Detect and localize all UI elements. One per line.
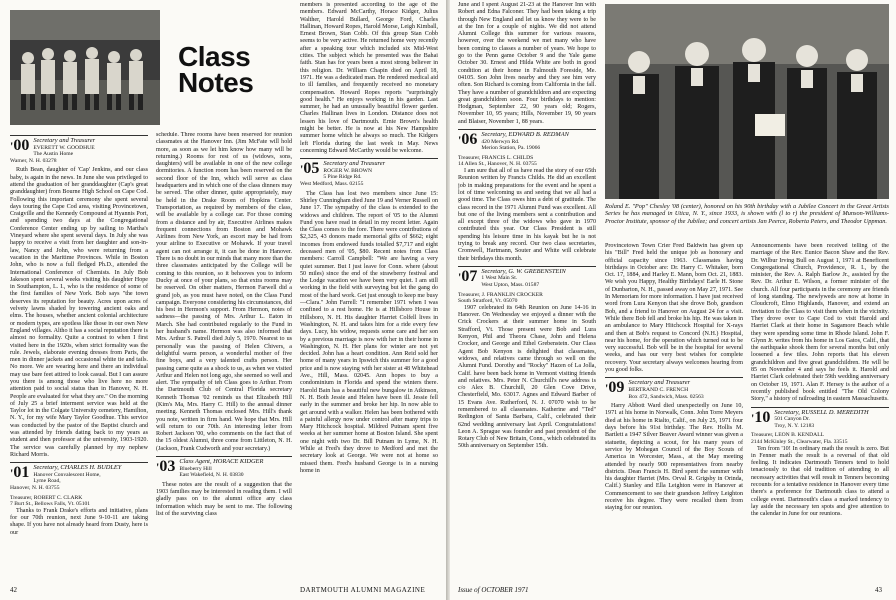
secretary-name: ROGER W. BROWN	[323, 167, 372, 174]
treasurer-line: Treasurer, LEON B. KENDALL	[751, 432, 825, 439]
class-1909-header	[605, 377, 743, 400]
jubilee-concert-photo	[605, 4, 889, 199]
secretary-address-1: The Austin Home	[33, 151, 74, 158]
right-column-3	[751, 243, 889, 580]
secretary-address-2: West Upton, Mass. 01587	[481, 282, 540, 289]
class-1910-header	[751, 407, 889, 430]
class-1901-notes-cont: schedule. Three rooms have been reserved for reunion classmates at the Hanover Inn. (Jim McFate will hold more, as soon as we let him know how many will be returning.) Rooms for rest of us (widows, sons, daughters) will be available in one of the new college dormitories. A function room has been reserved on the second floor of the Inn, which will serve as class headquarters and in which one of the class dinners may be served. The other dinner, quite appropriately, may be held in the Drake Room of Hopkins Center. Transportation, as required by members of the class, will be available by a college car. For those coming from a distance and by air, Executive Airlines makes frequent connections from Boston and Mohawk Airlines from New York, an escort may be had from your airline to Executive or Mohawk. If your travel agent can not arrange it, it can be done in Hanover. There is no doubt in our minds that many more than the three classmates anticipated by the College will be coming to this reunion, so it behooves you to inform Ducky at once of your plans, so that extra rooms may be reserved. On other matters, Hermon Farwell did a grand job, as you must have noted, on the Class Fund campaign. Everyone considering his circumstances, did his best in Hermon's support. From Hermon, notes of sadness—the passing of Mrs. Arthur L. Eaton in March. She had contributed regularly to the Fund in her husband's name. Hermon was also informed that Mrs. Arthur S. Patrell died July 5, 1970. Nearest to us personally was the passing of Helen Chivers, a delightful warm person, a wonderful mother of five fine boys, and a very talented crafts person. Her passing came quite as a shock to us, as when we visited Arthur and Helen not long ago, she seemed so well and alert. The sympathy of teh Class goes to Arthur. From the Dartmouth Club of Central Florida secretary Kenneth Thomas '02 reminds us that Elizabeth Hill (Kim's Ma, Mrs. Harry C. Hill) to the annual dinner meeting. Kenneth Thomas enclosed Mrs. Hill's thank you note, written in firm hand. We hope that Mrs. Hill will return to our 70th. An interesting letter from Robert Jackson '00, who comments on the fact that of the 15 oldest Alumni, three come from Littleton, N. H. (Jackson, Frank Cudworth and your secretary.)	[156, 132, 292, 452]
secretary-address-2: West Medford, Mass. 02155	[300, 181, 364, 188]
class-1905-notes-cont: June and I spent August 21-23 at the Hanover Inn with Robert and Edna Falconer. They had been taking a trip through New England and let us know they were to be at the Inn for a couple of nights. We did not attend Alumni College this summer for various reasons, however, over the weekend we met many who have been coming to classes a number of years. We hope to go to the Penn game October 9 and the Yale game October 30. Ernest and Hilda White are both in good condition at their home in Falmouth Foreside, Me. 04105. Son John lives nearby and they see him very often. Son Richard is coming from California in the fall. They have a number of grandchildren and are expecting great grandchildren soon. Four birthdays to mention: Hodgman, September 22, 90 years old; Rogers, November 10, 95 years; Hills, November 19, 90 years and Blaiser, November 1, 88 years.	[458, 2, 596, 125]
secretary-role: Secretary, EDWARD B. REDMAN	[481, 131, 569, 139]
photo-caption: Roland E. "Pop" Chesley '08 (center), honored on his 90th birthday with a Jubilee Concert in the Great Artists Series he has managed in Utica, N. Y., since 1933, is shown with (l to r) the president of Munson-Williams-Proctor Institute, sponsor of the Jubilee; and concert artists Jan Peerce, Roberta Peters, and Theodor Uppman.	[605, 203, 889, 225]
treasurer-line: Treasurer, ROBERT C. CLARK	[10, 494, 83, 501]
secretary-role: Secretary, G. W. GREBENSTEIN	[481, 267, 566, 275]
right-column-2	[605, 243, 743, 580]
secretary-name: BERTRAND C. FRENCH	[628, 386, 689, 393]
secretary-role: Secretary, RUSSELL D. MEREDITH	[774, 408, 869, 416]
class-1900-notes: Ruth Bean, daughter of 'Cap' Jenkins, and our class baby, is again in the news. In June she was privileged to attend the graduation of her granddaughter (Cap's great granddaughter) from Bourne High School on Cape Cod. Following this important ceremony she spent several days touring the Cape Cod area, visiting Provincetown, Craigville and the Kennedy Compound at Hyannis Port, and spending two days at the Congregational Conference Center ending up by sailing to Martha's Vineyard where she spent several days. In July she was happy to receive a visit from her daughter and son-in-law, Nancy and John, who were returning from a vacation in the Maritime Provinces. While in Boston John, who is now a full fledged Ph.D., attended the International Conference of Chemists. In July Bob Jakeson spent several weeks visiting his daughter Hope in Southampton, L. I., who is the residence of some of the first families of New York. Bob says "the town deserves its reputation for beauty. Acres upon acres of velvety lawns shaded by towering ancient oaks and elms. The houses, whether ancient colonial architecture or modern types, are spotless like those in our own New England villages. Altho it has a social reputation there is almost no formality. Quite a contrast to when I first visited here in the 1920s, when strict formality was the rule. Jewels, elaborate evening dresses from Paris, the men in dinner jackets and occasional white tie and tails. No more. We are wearing here and there an individual may use bare feet attired to look casual. But I can assure you there is among those who live here no more attention paid to social status than in Hanover, N. H. People are evaluated for what they are." On the morning of July 25 a brief interment service was held at the Taylor lot in the Colgate University cemetery, Hamilton, N. Y., for my wife Mary Taylor Goodhue. This service was conducted by the pastor of the Baptist church and was attended by friends dating back to my years as student and then professor at the university, 1903-1920. The service was carefully planned by my nephew Richard Morris.	[10, 167, 148, 458]
secretary-role: Secretary and Treasurer	[628, 379, 691, 387]
class-photo-left	[10, 10, 160, 125]
class-1909-notes-cont: Announcements have been received telling of the marriage of the Rev. Eunice Bacon Shaw and the Rev. Dr. Wilbur Irving Bull on August 1, 1971 at Beneficent Congregational Church, Providence, R. I., by the minister, the Rev. A. Ralph Barlow Jr., assisted by the Rev. Dr. Arthur E. Wilson, a former minister of the church. All four participants in the ceremony are friends of long standing. The newlyweds are now at home in Cloudcroft, Elmo Highlands, Hanover, and extend an invitation to the Class to visit them when in the vicinity. They drove over to Cape Cod to visit Harold and Harriet Clark at their home in Sagamore Beach while they were spending some time in Rhode Island. John F. Glynn Jr. writes from his home in Los Gatos, Calif., that the earthquake shook them for several months but only loosened a few tiles. John reports that his eleven grandchildren and five great grandchildren. He will be 85 on November 4 and says he feels it. Harold and Harriet Clark celebrated their 59th wedding anniversary on October 19, 1971. Alan F. Hersey is the author of a recently published book entitled "The Old Colony Story," a history of railroading in eastern Massachusetts.	[751, 243, 889, 403]
title-line-1: Class	[178, 41, 251, 72]
secretary-address-1: 501 Canyon Dr.	[774, 416, 810, 423]
left-page	[0, 0, 446, 600]
left-column-3	[300, 2, 438, 577]
class-1909-notes: Harry Abbott Ward died unexpectedly on June 10, 1971 at his home in Norwalk, Conn. John Torre Meyers died at his home in Rialto, Calif., on July 25, 1971 four days before his 91st birthday. The Rev. Hollis M. Bartlett a 1947 Silver Beaver Award winner was given a statuette, depicting a scout, for his many years of service by Mohegan Council of the Boy Scouts of America in Worcester, Mass., at the May meeting attended by nearly 900 representatives from nearby districts. Dean Francis H. Bird spent the summer with his daughter Harriet (Mrs. Orval R. Grigsby in Orinda, Calif.) Stanley and Ella Leighton were in Hanover at Commencement to see their grandson Jeffrey Leighton receive his degree. They were recalled them from staying for our reunion.	[605, 403, 743, 512]
class-1901-notes: Thanks to Frank Drake's efforts and initiative, plans for our 70th reunion, next June 9-10-11 are taking shape. If you have not already heard from Dusty, here is our	[10, 507, 148, 536]
class-1910-notes: Ten from '10! In ordinary math the result is zero. But in Fenner math the result is a reversal of that old feeling. It indicates Dartmouth Tenners tend to hold tenaciously to that old tradition of attending to all necessary activities that will result in Tenners becoming recounts for a tentative residence in Hanover every time there's a preference for Dartmouth class to attend a college event. Dartmouth's class a marked tendency to lay aside the necessary ten spots and give attention to the calendar in June for our reunions.	[751, 445, 889, 518]
group-photo-illustration	[10, 10, 160, 125]
class-year: '06	[458, 131, 478, 149]
secretary-address-1: 420 Merwyn Rd.	[481, 138, 520, 145]
left-column-2	[156, 132, 292, 577]
footer-title-left: DARTMOUTH ALUMNI MAGAZINE	[300, 586, 426, 594]
secretary-address-1: 1 West Main St.	[481, 275, 518, 282]
class-year: '01	[10, 464, 30, 482]
class-1900-header	[10, 135, 148, 164]
secretary-address-2: Warner, N. H. 03278	[10, 157, 57, 164]
class-year: '00	[10, 137, 30, 154]
page-number-left: 42	[10, 586, 17, 594]
secretary-address-1: Hanover Convalescent Home,	[33, 471, 101, 478]
treasurer-address: South Stratford, Vt. 05070	[458, 298, 518, 305]
secretary-address-2: Troy, N. Y. 12183	[774, 422, 815, 429]
class-1903-notes-cont: members is presented according to the age of the members. Edward McCarthy, Horace Kidger, Julius Walther, Harold Bullard, George Ford, Charles Hallinan, Howard Ropes, Harold Morse, Leigh Kimball, Ernest Brown, Stan Cobb. Of this group Stan Cobb seems to be very active. He returned home very recently after a speaking tour which included six Mid-West cities. The subject which he presented was the Bahai faith. Stan has for years been a most strong believer in this religion. Dr. William Chapin died on April 18, 1971. He was a dedicated man. He rendered medical aid to ill families, and frequently received no monetary compensation. Howard Ropes reports "surprisingly good health." He enjoys working in his garden. Last summer, he had an unusually beautiful flower garden. Charles Hallinan lives in London. Distance does not lessen his love of Dartmouth. Ernie Brown's health might be better. He is now at his New Hampshire summer home which he always so much. The Kidgers left Florida during the last week in May. News concerning Edward McCarthy would be welcome.	[300, 2, 438, 154]
secretary-address-2: Merion Station, Pa. 19066	[481, 145, 541, 152]
treasurer-address: 14 Allen St., Hanover, N. H. 03755	[458, 161, 537, 168]
right-page	[450, 0, 896, 600]
footer-issue-right: Issue of OCTOBER 1971	[458, 586, 529, 594]
class-1906-header	[458, 129, 596, 152]
class-year: '07	[458, 267, 478, 285]
secretary-role: Secretary and Treasurer	[33, 137, 96, 144]
class-year: '03	[156, 458, 176, 476]
treasurer-address: 7 Burt St., Bellows Falls, Vt. 05101	[10, 501, 91, 508]
class-1903-header	[156, 456, 292, 479]
class-1905-header	[300, 158, 438, 187]
concert-photo-illustration	[605, 4, 889, 199]
class-1905-notes: The Class has lost two members since June 15: Shirley Cunningham died June 19 and Verner Russell on June 17. The sympathy of the class is extended to the widows and children. The report of '05 to the Alumni Fund you have read in detail in my recent letter. Again the Class comes to the fore. There were contributions of $2,325, 43 donors made memorial gifts of $662; eight incomes from endowed funds totalled $7,717 and eight deceased men of '05, $80. Recent notes from Class members: Carroll Campbell: "We are having a very quiet summer. But I just leave for Conn. where (about 50 miles) since the end of the strawberry festival and the Lodge vacation we have been very quiet. I am still working in the field with surveying but let the gang do most of the hard work. Get just enough to keep me busy—Clara." John Farrell: "I remember 1971 when I was confined to a rest home. He is at Hillsboro House in Hillsboro, N. H. His daughter Harriet Colfell lives in Washington, N. H. and takes him for a ride every few days. Lucy, his widow, requests some care and her son by a previous marriage is now with her in their home in Washington, N. H. Her plans for winter are not yet decided. John has a heart condition. Ann Reid sold her home of many years in Ipswich this summer for a good price and is now staying with her sister at 48 Whitehead Ave., Hill, Mass. 02045. Ann hopes to buy a condominium in Florida and spend the winters there. Harold Bain has a beautiful new bungalow in Atkinson, N. H. Both Jessie and Helen have been ill. Jessie fell early in the summer and broke her hip. In now able to get around with a walker. Helen has been bothered with a painful allergy now under control after many trips to Mary Hitchcock hospital. Mildred Putnam spent five weeks at her summer home at Boston Island. She spent one night with two Dr. Bill Putnam in Lyme, N. H. While at Fred's they drove to Medford and met the secretary look at George. We were not at home so missed them. Fred's husband George is in a nursing home in	[300, 190, 438, 474]
class-1901-header	[10, 462, 148, 491]
treasurer-address: 2144 McKinley St., Clearwater, Fla. 33515	[751, 438, 848, 445]
class-year: '10	[751, 408, 771, 426]
page-number-right: 43	[875, 586, 882, 594]
right-column-1	[458, 2, 596, 580]
class-1903-notes: These notes are the result of a suggestion that the 1903 families may be interested in reading them. I will gladly pass on to the alumni office any class information which may be sent to me. The following list of the surviving class	[156, 481, 292, 518]
class-1906-notes: I am sure that all of us have read the story of our 65th Reunion written by Francis Childs. He did an excellent job in making preparations for the event and he spent a lot of time welcoming us and seeing that we all had a good time. The Class owes him a debt of gratitude. The class record in the 1971 Alumni Fund was excellent. All but one of the living members sent a contribution and all except three of the widows who gave in 1970 contributed this year. Our Class President is still spending his leisure time in his kayak but he is not trying to break any record. Our two class secretaries, Cromwell, Hartmann, Souter and White will celebrate their birthdays this month.	[458, 168, 596, 262]
secretary-address-3: Hanover, N. H. 03755	[10, 485, 60, 492]
class-year: '05	[300, 160, 320, 178]
secretary-role: Secretary and Treasurer	[323, 160, 386, 168]
secretary-address-2: Lyme Road,	[33, 478, 61, 485]
treasurer-line: Treasurer, FRANCIS L. CHILDS	[458, 154, 534, 161]
treasurer-line: Treasurer, J. FRANKLIN CROCKER	[458, 291, 543, 298]
title-line-2: Notes	[178, 67, 254, 98]
class-1907-notes: 1907 celebrated its 64th Reunion on June 14-16 in Hanover. On Wednesday we enjoyed a dinner with the Crick Crockers at their summer home in South Strafford, Vt. Those present were Bob and Lura Kenyon, Phil and Theora Chase, John and Helena Crocker, and George and Ethel Grebenstein. Our Class Agent Bob Kenyon is delighted that classmates, widows, and relatives came through so well on the Alumni Fund. Dorothy and "Rocky" Hazen of La Jolla, Calif. have been back home in Vermont visiting friends and relatives. Mrs. Peter N. Churchill's new address is c/o Alex B. Churchill, 20 Glen Cove Drive, Chesterfield, Mo. 63017. Agnes and Edward Barber of 15 Evans Ave. Rutherford, N. J. 07070 wish to be remembered to all classmates. Katherine and "Ted" Redington of Santa Barbara, Calif., celebrated their 62nd wedding anniversary last April. Congratulations! Leon A. Sprague was founder and past president of the Rotary Club of New Britain, Conn., which celebrated its 50th anniversary on September 15th.	[458, 304, 596, 450]
class-notes-title	[178, 41, 254, 98]
secretary-address-1: 5 Pine Ridge Rd.	[323, 174, 362, 181]
class-1908-notes: Provincetown Town Crier Fred Baldwin has given up his "Bill" Fred held the unique job as honorary and official capacity since 1963. Classmates having birthdays in October are: Dr. Harry C. Whitaker, born Oct. 17, 1884, and Harley E. Mann, born Oct. 21, 1883. We wish you Happy, Healthy Birthdays! Earle H. Stone of Dunbarton, N. H., passed away on May 27, 1971. See In Memoriam for more information. I have just received word from Lura Kenyon that she drove Bob, grandson Bob, and a friend to Hanover on August 24 for a visit. While there Bob fell and broke his hip. He was taken in an ambulance to Mary Hitchcock Hospital for X-rays and then at Bob's request to Concord (N.H.) Hospital, near his home, for the operation which turned out to be very successful. Bob will be in the hospital for several weeks, and has our very best wishes for complete recovery. Your secretary always welcomes hearing from you good folks.	[605, 243, 743, 374]
class-1907-header	[458, 266, 596, 289]
secretary-address-1: Blueberry Hill	[179, 465, 212, 472]
secretary-name: EVERETT W. GOODHUE	[33, 144, 95, 151]
class-year: '09	[605, 379, 625, 397]
left-column-1	[10, 132, 148, 577]
secretary-role: Class Agent, HORACE KIDGER	[179, 458, 264, 466]
secretary-address-2: East Wakefield, N. H. 03830	[179, 472, 244, 479]
secretary-role: Secretary, CHARLES H. BUDLEY	[33, 464, 122, 472]
secretary-address-1: Box 472, Sandwich, Mass. 02563	[628, 393, 704, 400]
